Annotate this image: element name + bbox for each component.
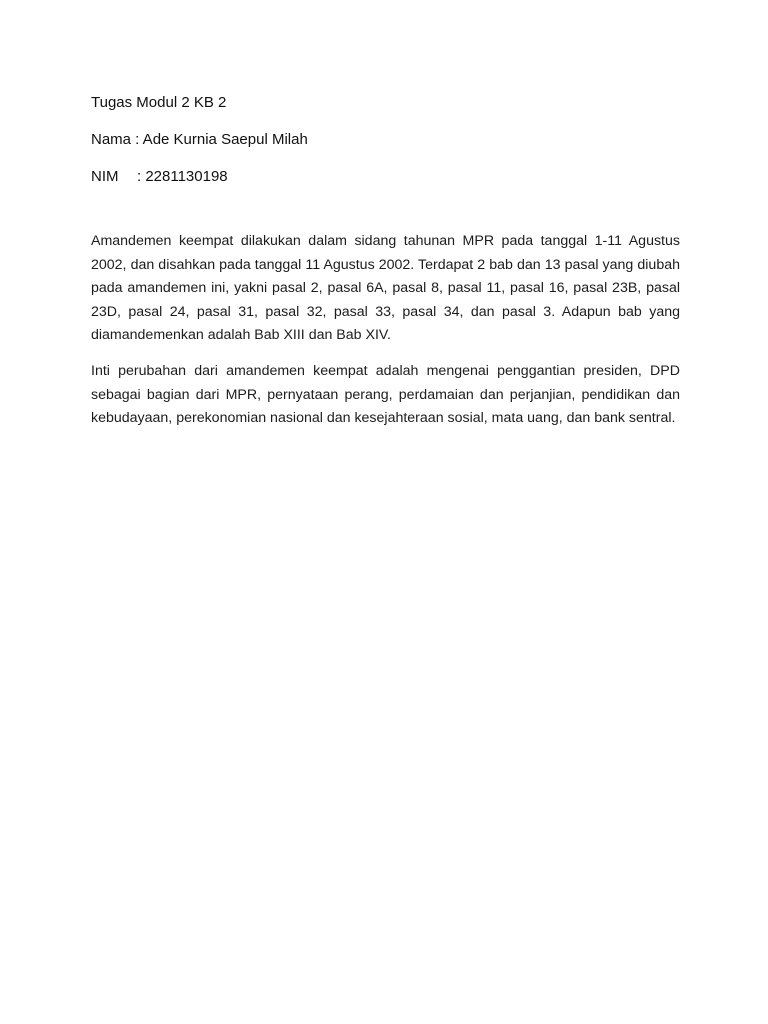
paragraph-amendment-summary: Inti perubahan dari amandemen keempat adalah mengenai penggantian presiden, DPD sebagai bagian dari MPR, pernyataan perang, perdamaian dan perjanjian, pendidikan dan kebudayaan, perekonomian nasional dan kesejahteraan sosial, mata uang, dan bank sentral. xyxy=(91,362,680,427)
student-nim xyxy=(91,167,308,187)
paragraph-amendment-details: Amandemen keempat dilakukan dalam sidang tahunan MPR pada tanggal 1-11 Agustus 2002, dan disahkan pada tanggal 11 Agustus 2002. Terdapat 2 bab dan 13 pasal yang diubah pada amandemen ini, yakni pasal 2, pasal 6A, pasal 8, pasal 11, pasal 16, pasal 23B, pasal 23D, pasal 24, pasal 31, pasal 32, pasal 33, pasal 34, dan pasal 3. Adapun bab yang diamandemenkan adalah Bab XIII dan Bab XIV. xyxy=(91,233,680,344)
student-name: Nama : Ade Kurnia Saepul Milah xyxy=(91,131,308,148)
assignment-title: Tugas Modul 2 KB 2 xyxy=(91,94,227,111)
document-header xyxy=(91,93,308,204)
document-body xyxy=(91,230,680,443)
nim-value: : 2281130198 xyxy=(137,168,228,185)
nim-label: NIM xyxy=(91,168,119,185)
